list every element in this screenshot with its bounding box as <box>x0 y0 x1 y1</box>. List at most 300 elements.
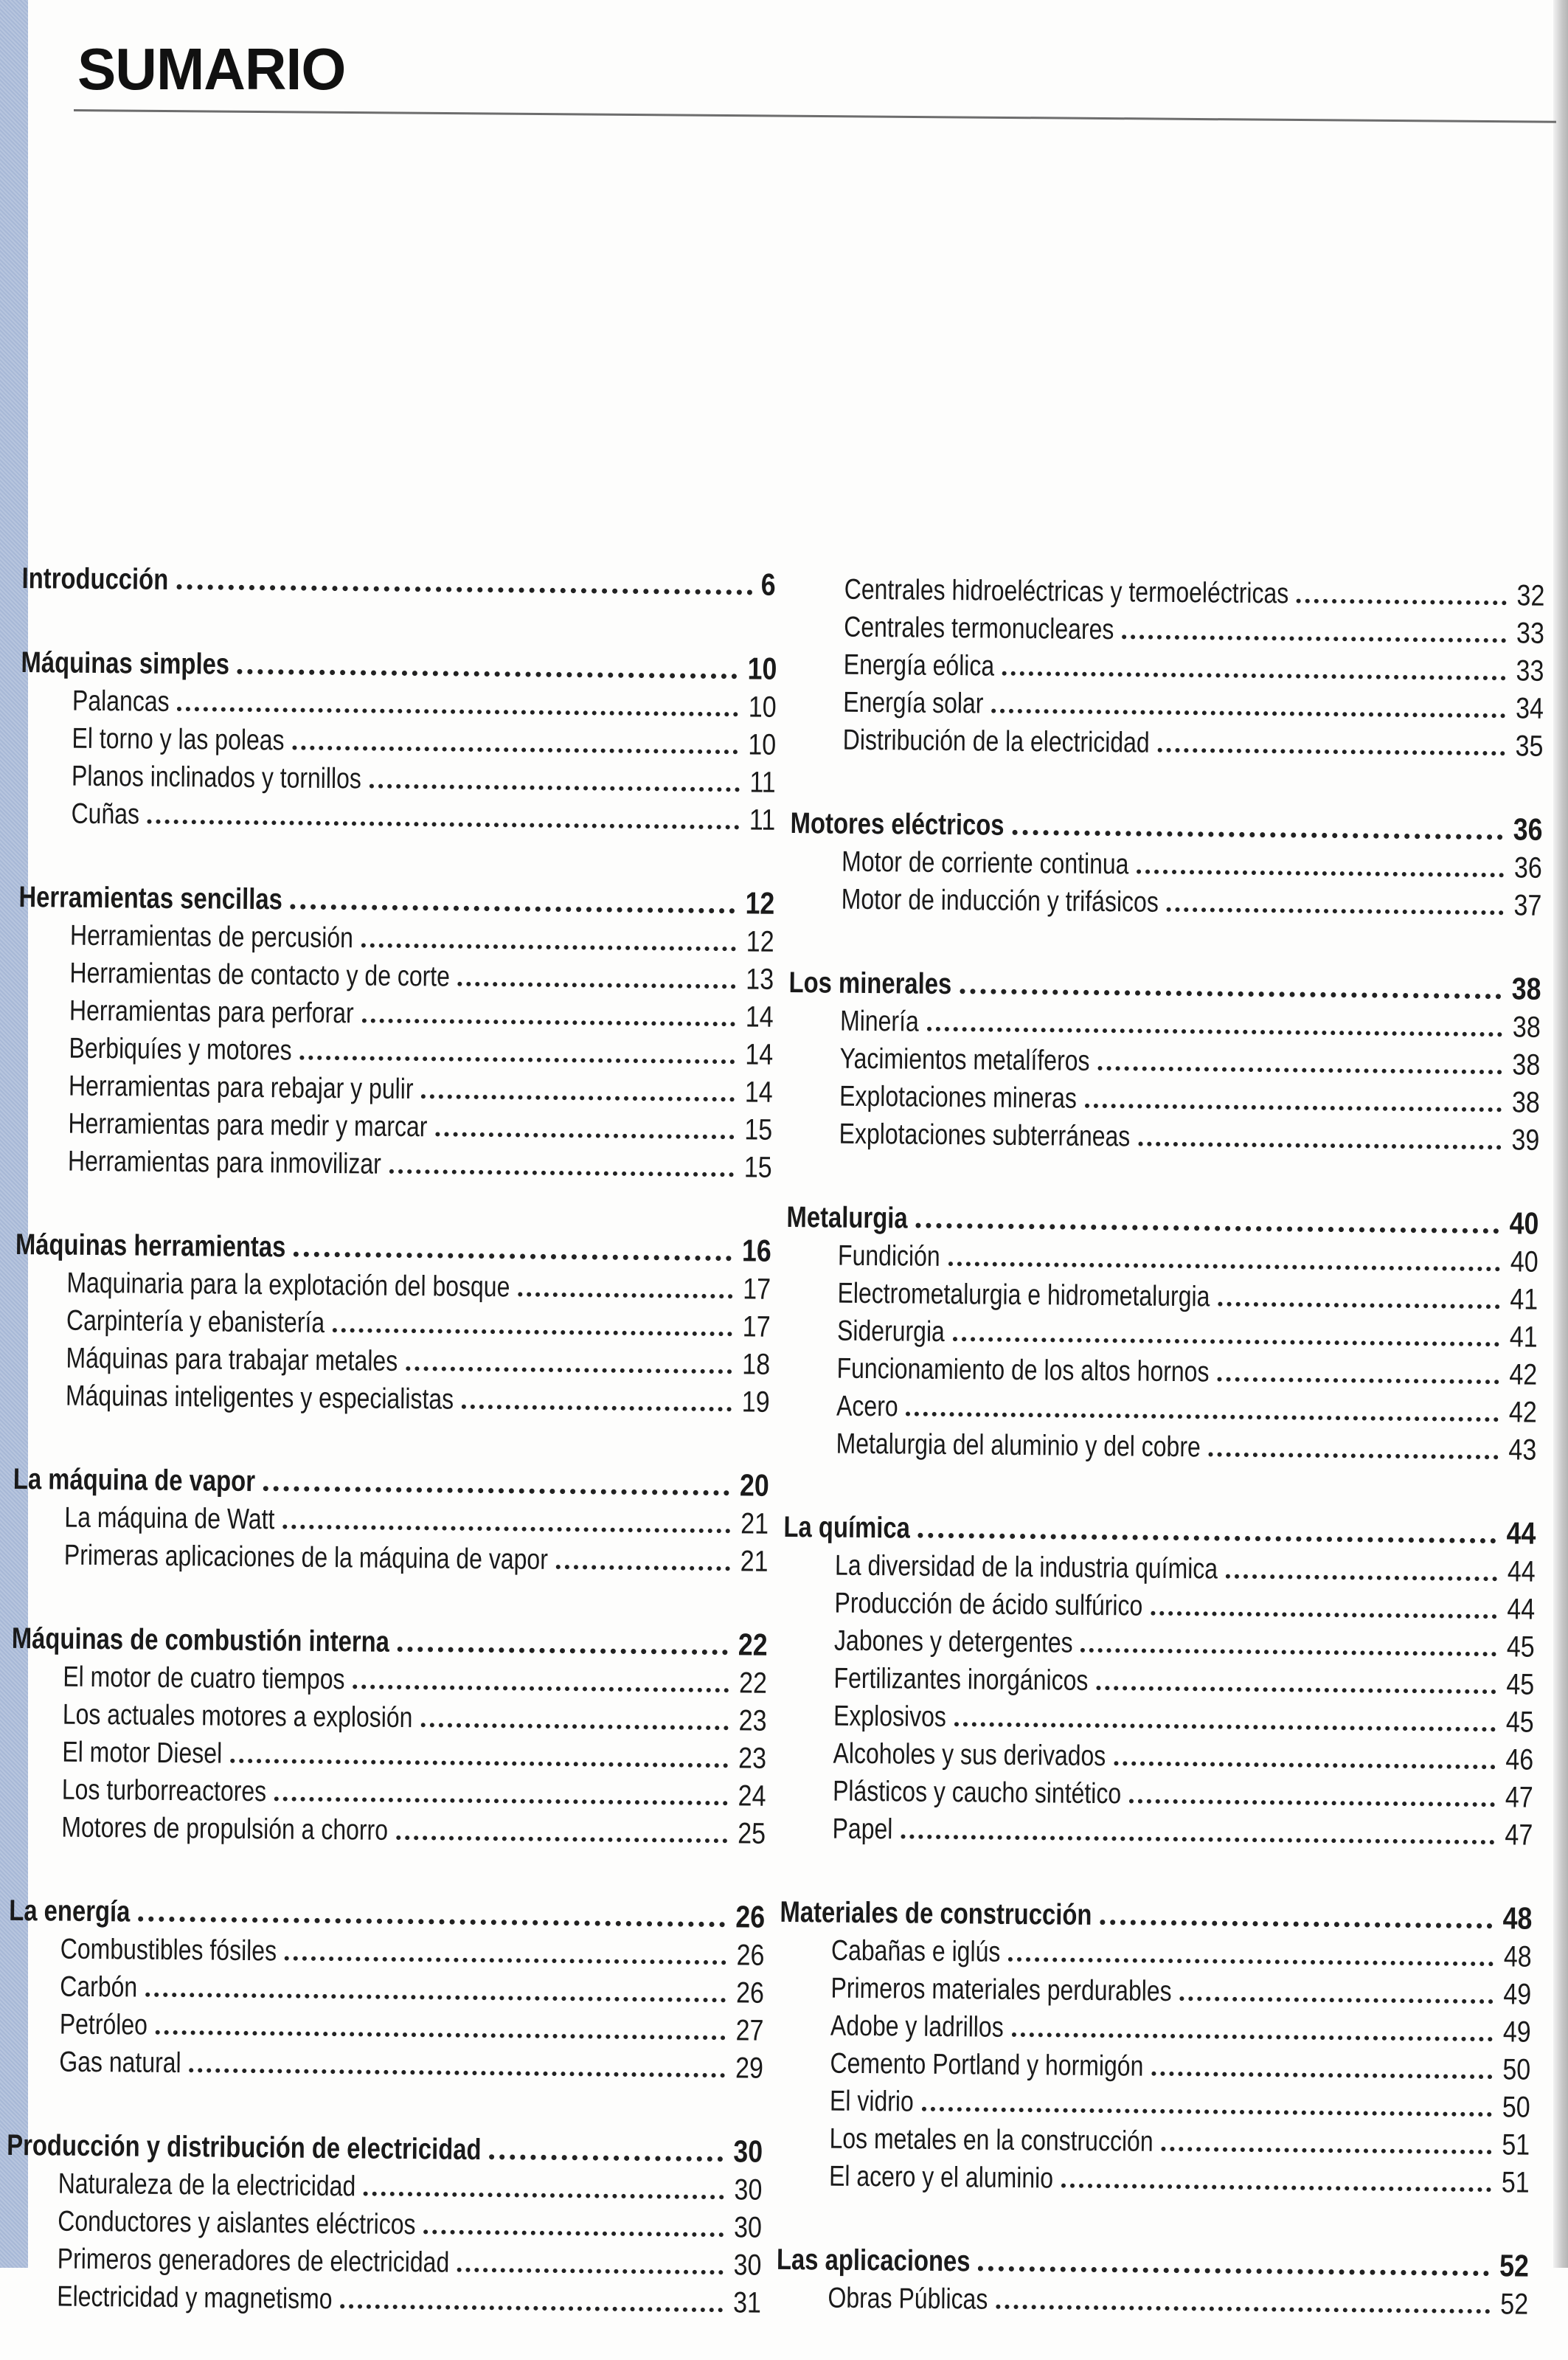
toc-entry-label-wrap <box>18 881 282 916</box>
toc-entry-label-wrap <box>63 1661 345 1697</box>
toc-chapter-entry[interactable] <box>776 2231 1530 2284</box>
page-number: 22 <box>738 1667 768 1700</box>
dot-leader <box>1218 1302 1499 1309</box>
toc-subentry[interactable] <box>789 878 1542 923</box>
page-number: 44 <box>1506 1515 1536 1551</box>
toc-subentry[interactable] <box>782 1695 1534 1740</box>
toc-subentry[interactable] <box>785 1309 1538 1354</box>
page-number: 45 <box>1505 1706 1534 1739</box>
subentry-title: El acero y el aluminio <box>828 2160 1054 2195</box>
toc-subentry[interactable] <box>785 1385 1537 1430</box>
chapter-title: Introducción <box>21 561 169 596</box>
page-number: 30 <box>733 2134 763 2169</box>
page-number: 13 <box>746 963 774 996</box>
toc-entry-label-wrap <box>72 685 170 719</box>
toc-subentry[interactable] <box>7 2041 764 2086</box>
toc-entry-label-wrap <box>836 1391 898 1424</box>
toc-entry-label-wrap <box>64 1540 549 1577</box>
page-number: 26 <box>736 1939 765 1972</box>
dot-leader <box>370 784 740 792</box>
toc-chapter-entry[interactable] <box>780 1883 1533 1937</box>
page-number: 31 <box>732 2286 762 2319</box>
subentry-title: Adobe y ladrillos <box>830 2010 1004 2044</box>
dot-leader <box>294 1252 732 1262</box>
chapter-title: Los minerales <box>788 966 952 1001</box>
subentry-title: Herramientas para perforar <box>69 994 354 1030</box>
toc-entry-label-wrap <box>843 687 984 721</box>
chapter-title: Motores eléctricos <box>790 806 1005 842</box>
subentry-title: Producción de ácido sulfúrico <box>834 1587 1143 1622</box>
dot-leader <box>1002 671 1506 681</box>
toc-subentry[interactable] <box>790 840 1543 885</box>
toc-entry-label-wrap <box>9 1894 131 1929</box>
dot-leader <box>1122 634 1506 643</box>
page-number: 12 <box>746 925 774 958</box>
toc-subentry[interactable] <box>788 1075 1540 1120</box>
page-number: 46 <box>1505 1743 1534 1776</box>
page-number: 38 <box>1512 1011 1541 1044</box>
toc-entry-label-wrap <box>60 1934 277 1968</box>
page-number: 14 <box>745 1000 774 1034</box>
toc-subentry[interactable] <box>787 1112 1540 1157</box>
toc-entry-label-wrap <box>69 958 450 994</box>
toc-entry-label-wrap <box>72 761 362 796</box>
toc-entry-label-wrap <box>836 1428 1201 1464</box>
toc-subentry[interactable] <box>13 1496 769 1541</box>
dot-leader <box>263 1486 729 1495</box>
chapter-title: Metalurgia <box>786 1200 908 1235</box>
dot-leader <box>1100 1920 1492 1928</box>
page-number: 14 <box>745 1038 774 1071</box>
toc-subentry[interactable] <box>18 989 774 1034</box>
subentry-title: Petróleo <box>59 2008 148 2041</box>
toc-subentry[interactable] <box>6 2200 763 2245</box>
page-number: 27 <box>735 2014 764 2047</box>
page-number: 47 <box>1505 1781 1533 1814</box>
toc-entry-label-wrap <box>834 1588 1143 1623</box>
dot-leader <box>1151 2072 1492 2079</box>
chapter-title: Las aplicaciones <box>776 2243 971 2278</box>
toc-section <box>776 2231 1530 2322</box>
subentry-title: Combustibles fósiles <box>60 1933 277 1968</box>
subentry-title: Motor de corriente continua <box>841 845 1129 881</box>
subentry-title: Berbiquíes y motores <box>69 1032 292 1067</box>
toc-entry-label-wrap <box>843 724 1151 760</box>
dot-leader <box>156 2030 726 2040</box>
dot-leader <box>290 904 735 914</box>
page-number: 10 <box>747 651 777 686</box>
page-number: 11 <box>749 803 776 837</box>
toc-entry-label-wrap <box>836 1353 1210 1389</box>
toc-subentry[interactable] <box>780 1929 1532 1974</box>
dot-leader <box>333 1328 732 1336</box>
chapter-title: Materiales de construcción <box>780 1895 1092 1931</box>
toc-entry-label-wrap <box>839 1118 1131 1154</box>
toc-entry-label-wrap <box>63 1699 414 1735</box>
toc-subentry[interactable] <box>17 1065 773 1110</box>
dot-leader <box>457 982 735 989</box>
dot-leader <box>421 1094 735 1101</box>
dot-leader <box>364 2192 724 2200</box>
dot-leader <box>1008 1957 1494 1966</box>
toc-subentry[interactable] <box>11 1693 767 1738</box>
dot-leader <box>1012 2032 1493 2041</box>
page-number: 22 <box>738 1627 768 1662</box>
toc-chapter-entry[interactable] <box>15 1216 772 1269</box>
toc-subentry[interactable] <box>792 643 1544 688</box>
page-number: 49 <box>1503 1978 1532 2011</box>
subentry-title: Centrales termonucleares <box>844 611 1114 646</box>
page-number: 20 <box>739 1467 769 1503</box>
page-number: 49 <box>1502 2015 1531 2049</box>
dot-leader <box>556 1565 730 1571</box>
page-number: 17 <box>743 1273 771 1306</box>
dot-leader <box>353 1684 729 1692</box>
toc-subentry[interactable] <box>788 1037 1541 1082</box>
toc-subentry[interactable] <box>779 1967 1532 2012</box>
dot-leader <box>406 1366 732 1374</box>
toc-section <box>780 1498 1536 1852</box>
dot-leader <box>1226 1574 1497 1582</box>
toc-entry-label-wrap <box>66 1380 454 1416</box>
page-number: 43 <box>1508 1433 1537 1467</box>
page-number: 52 <box>1499 2248 1530 2283</box>
toc-entry-label-wrap <box>786 1201 908 1236</box>
toc-entry-label-wrap <box>788 966 952 1001</box>
dot-leader <box>282 1524 730 1533</box>
page-number: 50 <box>1502 2053 1531 2086</box>
toc-chapter-entry[interactable] <box>783 1498 1536 1551</box>
page-number: 38 <box>1512 1048 1541 1082</box>
toc-chapter-entry[interactable] <box>7 2117 763 2170</box>
chapter-title: La máquina de vapor <box>13 1462 256 1498</box>
toc-entry-label-wrap <box>72 723 285 758</box>
dot-leader <box>953 1337 1499 1346</box>
subentry-title: Distribución de la electricidad <box>842 724 1150 759</box>
toc-subentry[interactable] <box>18 952 774 997</box>
toc-subentry[interactable] <box>20 755 776 800</box>
toc-entry-label-wrap <box>21 646 229 682</box>
toc-subentry[interactable] <box>792 606 1545 651</box>
toc-section <box>791 568 1545 764</box>
toc-entry-label-wrap <box>71 798 139 831</box>
toc-section <box>777 1883 1533 2200</box>
toc-entry-label-wrap <box>833 1776 1122 1811</box>
toc-entry-label-wrap <box>844 649 995 683</box>
page-number: 30 <box>733 2249 762 2282</box>
title-rule <box>74 109 1556 123</box>
page-number: 26 <box>735 1899 766 1934</box>
toc-entry-label-wrap <box>790 807 1005 842</box>
page-number: 42 <box>1509 1358 1538 1391</box>
page-number: 36 <box>1513 812 1543 847</box>
subentry-title: Palancas <box>72 685 170 718</box>
toc-entry-label-wrap <box>837 1278 1210 1314</box>
toc-chapter-entry[interactable] <box>9 1882 766 1935</box>
dot-leader <box>1013 830 1503 840</box>
subentry-title: Centrales hidroeléctricas y termoeléctricas <box>844 573 1289 610</box>
toc-chapter-entry[interactable] <box>11 1610 768 1663</box>
page-number: 38 <box>1511 971 1541 1006</box>
toc-chapter-entry[interactable] <box>790 795 1543 848</box>
toc-chapter-entry[interactable] <box>21 550 774 603</box>
dot-leader <box>1139 1142 1502 1150</box>
toc-subentry[interactable] <box>20 717 777 762</box>
toc-subentry[interactable] <box>783 1544 1536 1589</box>
toc-entry-label-wrap <box>66 1305 325 1340</box>
page-number: 11 <box>749 766 776 799</box>
dot-leader <box>948 1262 1500 1271</box>
toc-subentry[interactable] <box>15 1262 771 1307</box>
toc-entry-label-wrap <box>60 2009 148 2042</box>
toc-chapter-entry[interactable] <box>13 1450 769 1503</box>
toc-entry-label-wrap <box>830 2086 915 2119</box>
subentry-title: El torno y las poleas <box>72 722 285 757</box>
subentry-title: Los turborreactores <box>61 1774 267 1808</box>
toc-subentry[interactable] <box>13 1534 769 1579</box>
subentry-title: Electricidad y magnetismo <box>57 2280 333 2316</box>
toc-subentry[interactable] <box>7 2162 763 2207</box>
dot-leader <box>1129 1799 1495 1807</box>
page-number: 51 <box>1501 2166 1530 2199</box>
toc-subentry[interactable] <box>791 719 1544 764</box>
toc-subentry[interactable] <box>10 1731 767 1776</box>
page-number: 48 <box>1503 1940 1532 1973</box>
page-number: 6 <box>760 567 776 602</box>
toc-section <box>787 954 1541 1157</box>
subentry-title: Cemento Portland y hormigón <box>830 2047 1144 2083</box>
toc-subentry[interactable] <box>785 1272 1538 1317</box>
chapter-title: Máquinas simples <box>21 646 230 681</box>
page-number: 33 <box>1516 654 1544 688</box>
toc-entry-label-wrap <box>833 1700 947 1734</box>
toc-entry-label-wrap <box>833 1663 1089 1698</box>
toc-entry-label-wrap <box>841 884 1159 919</box>
subentry-title: Explosivos <box>833 1700 947 1734</box>
toc-chapter-entry[interactable] <box>786 1188 1539 1242</box>
page-number: 30 <box>733 2211 763 2244</box>
toc-subentry[interactable] <box>8 1965 765 2010</box>
toc-entry-label-wrap <box>57 2281 333 2316</box>
toc-subentry[interactable] <box>11 1655 768 1700</box>
dot-leader <box>398 1647 728 1655</box>
toc-entry-label-wrap <box>7 2129 482 2167</box>
toc-subentry[interactable] <box>779 2004 1531 2049</box>
toc-subentry[interactable] <box>785 1347 1538 1392</box>
toc-subentry[interactable] <box>783 1619 1535 1664</box>
toc-subentry[interactable] <box>10 1806 766 1851</box>
toc-subentry[interactable] <box>14 1337 771 1382</box>
toc-entry-label-wrap <box>837 1315 946 1349</box>
page-number: 45 <box>1506 1630 1535 1664</box>
page-number: 35 <box>1515 730 1544 763</box>
dot-leader <box>1161 2147 1491 2154</box>
subentry-title: Fertilizantes inorgánicos <box>833 1662 1089 1697</box>
toc-chapter-entry[interactable] <box>18 868 775 921</box>
toc-section <box>5 2117 763 2320</box>
subentry-title: Herramientas para rebajar y pulir <box>68 1070 414 1106</box>
dot-leader <box>1158 748 1505 756</box>
toc-entry-label-wrap <box>840 1006 920 1039</box>
subentry-title: Máquinas inteligentes y especialistas <box>65 1380 454 1416</box>
page-number: 33 <box>1516 617 1545 650</box>
dot-leader <box>901 1834 1494 1844</box>
toc-subentry[interactable] <box>10 1768 766 1813</box>
toc-entry-label-wrap <box>830 2010 1005 2044</box>
subentry-title: Explotaciones subterráneas <box>839 1118 1131 1153</box>
dot-leader <box>1061 2184 1491 2193</box>
toc-chapter-entry[interactable] <box>21 634 777 687</box>
toc-subentry[interactable] <box>784 1422 1537 1467</box>
page-number: 10 <box>748 728 777 761</box>
toc-entry-label-wrap <box>842 846 1129 882</box>
toc-subentry[interactable] <box>21 679 777 724</box>
subentry-title: El motor de cuatro tiempos <box>63 1661 345 1696</box>
toc-subentry[interactable] <box>17 1027 774 1072</box>
subentry-title: Motor de inducción y trifásicos <box>841 883 1159 918</box>
page-number: 23 <box>738 1704 767 1737</box>
toc-subentry[interactable] <box>14 1374 770 1419</box>
page-number: 10 <box>748 691 777 724</box>
page-number: 44 <box>1507 1593 1536 1626</box>
subentry-title: Explotaciones mineras <box>839 1080 1078 1115</box>
toc-subentry[interactable] <box>18 914 774 959</box>
dot-leader <box>1217 1377 1499 1385</box>
toc-entry-label-wrap <box>844 574 1289 611</box>
toc-subentry[interactable] <box>16 1140 772 1185</box>
page-number: 36 <box>1513 851 1543 885</box>
toc-subentry[interactable] <box>786 1234 1538 1279</box>
toc-entry-label-wrap <box>839 1081 1078 1115</box>
dot-leader <box>145 1993 726 2003</box>
toc-subentry[interactable] <box>782 1657 1535 1702</box>
subentry-title: Minería <box>839 1005 919 1038</box>
dot-leader <box>1137 869 1504 877</box>
page-number: 19 <box>741 1385 770 1419</box>
dot-leader <box>435 1132 734 1139</box>
page-number: 42 <box>1508 1396 1537 1429</box>
toc-subentry[interactable] <box>788 1000 1541 1045</box>
dot-leader <box>922 2107 1492 2117</box>
subentry-title: Primeros generadores de electricidad <box>57 2243 450 2279</box>
page-number: 40 <box>1509 1205 1539 1241</box>
toc-section <box>784 1188 1539 1467</box>
page-number: 16 <box>741 1233 772 1268</box>
dot-leader <box>954 1722 1496 1731</box>
toc-subentry[interactable] <box>791 681 1544 726</box>
toc-subentry[interactable] <box>778 2080 1530 2125</box>
toc-subentry[interactable] <box>16 1102 773 1147</box>
dot-leader <box>1080 1648 1496 1656</box>
toc-entry-label-wrap <box>835 1550 1218 1586</box>
subentry-title: Naturaleza de la electricidad <box>58 2167 356 2203</box>
toc-subentry[interactable] <box>781 1732 1534 1777</box>
toc-entry-label-wrap <box>834 1625 1073 1660</box>
page-number: 40 <box>1510 1245 1538 1278</box>
toc-subentry[interactable] <box>15 1299 771 1344</box>
subentry-title: El motor Diesel <box>62 1736 223 1770</box>
toc-entry-label-wrap <box>830 2048 1144 2083</box>
toc-entry-label-wrap <box>830 1973 1172 2008</box>
toc-entry-label-wrap <box>62 1774 267 1809</box>
subentry-title: El vidrio <box>829 2085 915 2118</box>
toc-entry-label-wrap <box>15 1228 286 1264</box>
toc-subentry[interactable] <box>776 2277 1529 2322</box>
toc-entry-label-wrap <box>829 2123 1154 2159</box>
subentry-title: Carbón <box>60 1970 138 2004</box>
page-number: 15 <box>744 1113 773 1146</box>
subentry-title: Primeros materiales perdurables <box>830 1972 1172 2008</box>
subentry-title: La máquina de Watt <box>64 1501 275 1536</box>
toc-entry-label-wrap <box>59 2046 181 2080</box>
subentry-title: Maquinaria para la explotación del bosque <box>66 1267 510 1304</box>
toc-section <box>19 634 777 837</box>
page-number: 23 <box>738 1742 767 1775</box>
page-number: 30 <box>734 2173 763 2207</box>
toc-subentry[interactable] <box>778 2042 1531 2087</box>
toc-entry-label-wrap <box>831 1935 1001 1969</box>
dot-leader <box>1085 1104 1502 1112</box>
page-number: 29 <box>735 2052 764 2085</box>
chapter-title: Producción y distribución de electricidad <box>7 2128 482 2167</box>
toc-subentry[interactable] <box>6 2238 762 2283</box>
toc-subentry[interactable] <box>780 1807 1533 1852</box>
toc-entry-label-wrap <box>13 1463 256 1498</box>
toc-entry-label-wrap <box>844 612 1114 647</box>
page-number: 26 <box>735 1976 765 2010</box>
dot-leader <box>147 820 739 830</box>
toc-subentry[interactable] <box>777 2117 1530 2162</box>
toc-subentry[interactable] <box>793 568 1545 613</box>
subentry-title: Energía solar <box>843 686 984 720</box>
toc-entry-label-wrap <box>780 1896 1092 1932</box>
dot-leader <box>915 1223 1499 1234</box>
toc-subentry[interactable] <box>5 2275 762 2320</box>
toc-entry-label-wrap <box>58 2206 416 2242</box>
toc-subentry[interactable] <box>19 792 776 837</box>
page-number: 41 <box>1510 1283 1538 1316</box>
subentry-title: Gas natural <box>59 2046 181 2080</box>
toc-chapter-entry[interactable] <box>788 954 1541 1007</box>
toc-entry-label-wrap <box>64 1502 275 1537</box>
subentry-title: Herramientas de contacto y de corte <box>69 957 451 993</box>
dot-leader <box>991 709 1505 719</box>
toc-subentry[interactable] <box>9 1928 765 1973</box>
chapter-title: Herramientas sencillas <box>18 880 283 916</box>
toc-subentry[interactable] <box>8 2003 764 2048</box>
dot-leader <box>177 707 738 716</box>
page-number: 32 <box>1516 579 1545 612</box>
dot-leader <box>396 1835 727 1843</box>
toc-subentry[interactable] <box>777 2155 1530 2200</box>
dot-leader <box>518 1293 732 1299</box>
subentry-title: Primeras aplicaciones de la máquina de vapor <box>63 1539 549 1576</box>
subentry-title: Cuñas <box>71 797 140 831</box>
toc-subentry[interactable] <box>783 1582 1536 1627</box>
chapter-title: La energía <box>9 1894 131 1928</box>
page-number: 47 <box>1505 1819 1533 1852</box>
dot-leader <box>457 2268 724 2274</box>
page-number: 52 <box>1500 2288 1529 2321</box>
toc-entry-label-wrap <box>58 2168 356 2204</box>
page-title: SUMARIO <box>77 36 346 102</box>
toc-subentry[interactable] <box>781 1770 1533 1815</box>
dot-leader <box>423 2229 724 2237</box>
dot-leader <box>230 1759 728 1768</box>
page-number: 45 <box>1506 1668 1535 1701</box>
chapter-title: La química <box>783 1510 911 1545</box>
toc-entry-label-wrap <box>70 920 354 955</box>
